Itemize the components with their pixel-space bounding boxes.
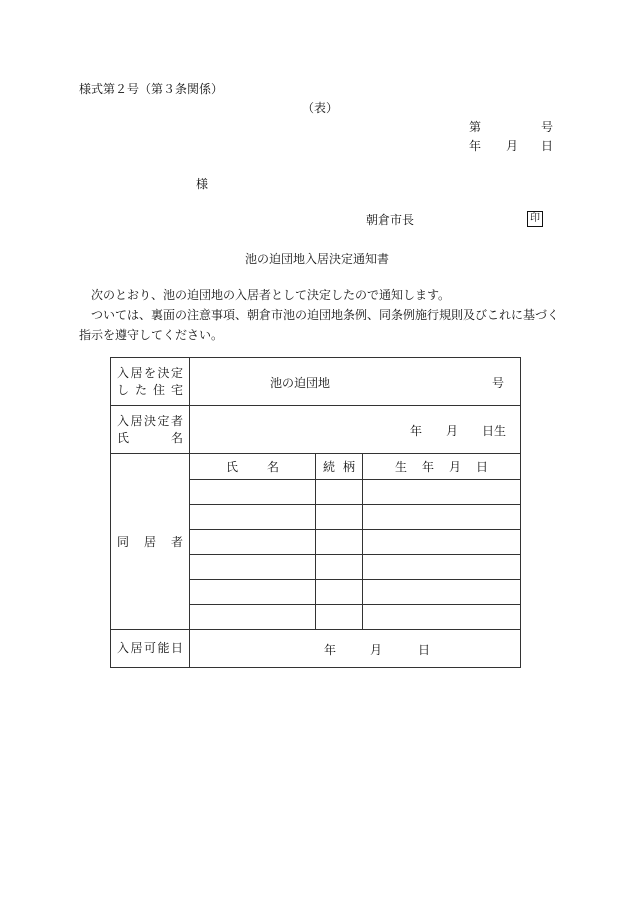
col-header-name: 氏 名 [190,454,316,480]
cohabitant-birth-cell[interactable] [363,555,521,580]
move-in-day: 日 [418,642,431,657]
cohabitant-relation-cell[interactable] [316,555,363,580]
decided-person-cell [190,406,521,454]
decision-table [110,357,521,668]
cohabitant-relation-cell[interactable] [316,530,363,555]
birth-day: 日生 [482,423,507,438]
cohabitant-birth-cell[interactable] [363,530,521,555]
move-in-date-cell [190,630,521,668]
move-in-month: 月 [370,642,383,657]
cohabitant-relation-cell[interactable] [316,480,363,505]
row-house [111,358,521,406]
cohabitant-birth-cell[interactable] [363,505,521,530]
side-label: （表） [302,101,339,115]
issue-date-month: 月 [506,139,519,153]
seal-icon: 印 [527,211,543,227]
col-header-birth: 生 年 月 日 [363,454,521,480]
cohabitant-name-cell[interactable] [190,605,316,630]
move-in-year: 年 [324,642,337,657]
cohabitant-relation-cell[interactable] [316,605,363,630]
form-number: 様式第２号（第３条関係） [79,82,224,96]
col-header-relation: 続 柄 [316,454,363,480]
addressee-sama: 様 [196,177,209,191]
label-decided-person: 入居決定者 氏 名 [111,406,190,454]
label-move-in-date: 入居可能日 [111,630,190,668]
cohabitant-birth-cell[interactable] [363,580,521,605]
house-name: 池の迫団地 [270,375,331,390]
body-line-1: 次のとおり、池の迫団地の入居者として決定したので通知します。 [91,288,451,302]
house-number-suffix: 号 [492,375,505,390]
seal-mark [527,210,543,227]
cohabitant-name-cell[interactable] [190,480,316,505]
cohabitant-relation-cell[interactable] [316,505,363,530]
cohabitant-birth-cell[interactable] [363,480,521,505]
birth-month: 月 [446,423,459,438]
cohabitant-name-cell[interactable] [190,530,316,555]
cohabitant-relation-cell[interactable] [316,580,363,605]
cohabitant-header-row [111,454,521,480]
cohabitant-name-cell[interactable] [190,505,316,530]
issue-number-go: 号 [541,120,554,134]
document-title: 池の迫団地入居決定通知書 [245,252,390,266]
cohabitant-name-cell[interactable] [190,580,316,605]
issue-number-dai: 第 [469,120,482,134]
cohabitant-name-cell[interactable] [190,555,316,580]
row-move-in-date [111,630,521,668]
label-cohabitant: 同 居 者 [111,454,190,630]
birth-year: 年 [410,423,423,438]
issue-date-day: 日 [541,139,554,153]
body-text [79,285,559,345]
body-line-2: ついては、裏面の注意事項、朝倉市池の迫団地条例、同条例施行規則及びこれに基づく指示を遵守してください。 [79,308,560,342]
cohabitant-birth-cell[interactable] [363,605,521,630]
house-value-cell [190,358,521,406]
row-decided-person [111,406,521,454]
label-house: 入居を決定 した住宅 [111,358,190,406]
sender-mayor: 朝倉市長 [366,213,415,227]
issue-date-year: 年 [469,139,482,153]
